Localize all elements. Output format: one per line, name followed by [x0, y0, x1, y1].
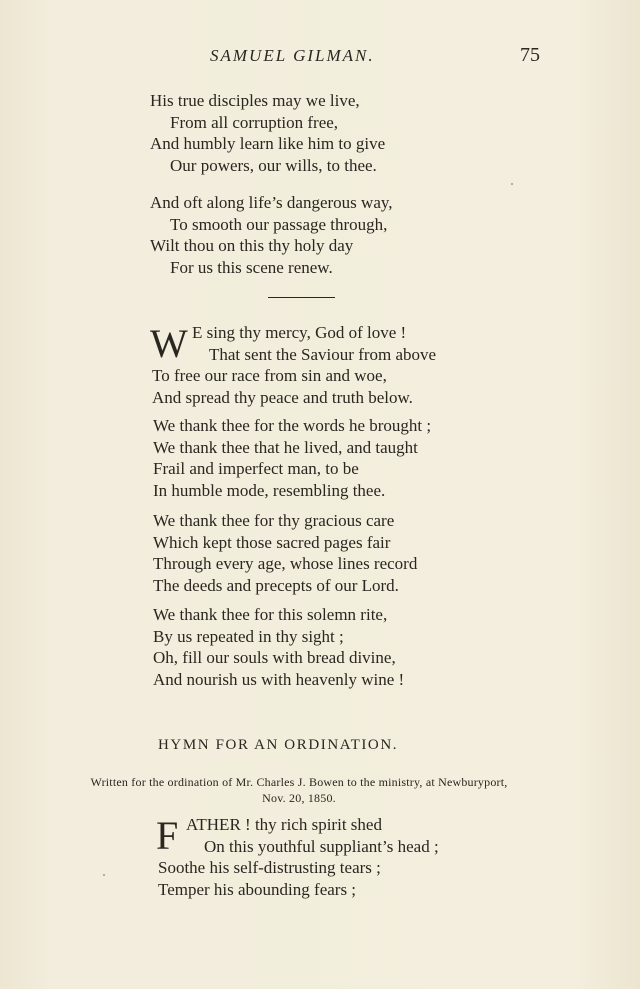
running-head: SAMUEL GILMAN. [210, 46, 375, 65]
stanza-1 [150, 90, 385, 176]
verse-line: Soothe his self-distrusting tears ; [158, 858, 381, 877]
verse-line: Which kept those sacred pages fair [153, 532, 391, 552]
hymn2-stanza-4 [153, 604, 404, 690]
section-divider [268, 297, 335, 298]
verse-line: And nourish us with heavenly wine ! [153, 669, 405, 689]
verse-line: The deeds and precepts of our Lord. [153, 575, 399, 595]
verse-line: Wilt thou on this thy holy day [150, 236, 354, 255]
verse-line: ATHER ! thy rich spirit shed [186, 815, 382, 834]
hymn2-stanza-2 [153, 415, 431, 501]
verse-line: His true disciples may we live, [150, 91, 360, 110]
verse-line: Through every age, whose lines record [153, 554, 418, 573]
hymn2-stanza-1 [152, 322, 436, 408]
verse-line: We thank thee for this solemn rite, [153, 605, 388, 624]
drop-cap-w: W [150, 321, 188, 366]
hymn-note-line-2: Nov. 20, 1850. [262, 791, 336, 805]
verse-line: Our powers, our wills, to thee. [170, 155, 377, 175]
verse-line: Frail and imperfect man, to be [153, 459, 359, 478]
page-number: 75 [520, 44, 540, 66]
verse-line: Oh, fill our souls with bread divine, [153, 648, 396, 667]
verse-line: We thank thee for the words he brought ; [153, 416, 432, 435]
verse-line: To smooth our passage through, [170, 214, 388, 234]
verse-line: And spread thy peace and truth below. [152, 387, 413, 407]
paper-speck [511, 183, 513, 185]
verse-line: E sing thy mercy, God of love ! [192, 323, 407, 342]
verse-line: By us repeated in thy sight ; [153, 626, 344, 646]
hymn-note-line-1: Written for the ordination of Mr. Charles J. Bowen to the ministry, at Newburyport, [90, 775, 508, 789]
verse-line: We thank thee for thy gracious care [153, 511, 395, 530]
verse-line: To free our race from sin and woe, [152, 366, 387, 385]
hymn-title: HYMN FOR AN ORDINATION. [158, 737, 399, 753]
verse-line: And oft along life’s dangerous way, [150, 193, 393, 212]
paper-speck [103, 874, 105, 876]
verse-line: That sent the Saviour from above [209, 344, 437, 364]
hymn2-stanza-3 [153, 510, 417, 596]
verse-line: We thank thee that he lived, and taught [153, 437, 418, 457]
verse-line: From all corruption free, [170, 112, 339, 132]
stanza-2 [150, 192, 393, 278]
verse-line: In humble mode, resembling thee. [153, 480, 386, 500]
verse-line: For us this scene renew. [170, 257, 333, 277]
verse-line: Temper his abounding fears ; [158, 879, 357, 899]
drop-cap-f: F [156, 813, 179, 858]
hymn3-stanza-1 [158, 814, 439, 900]
verse-line: And humbly learn like him to give [150, 134, 386, 153]
verse-line: On this youthful suppliant’s head ; [204, 836, 439, 856]
